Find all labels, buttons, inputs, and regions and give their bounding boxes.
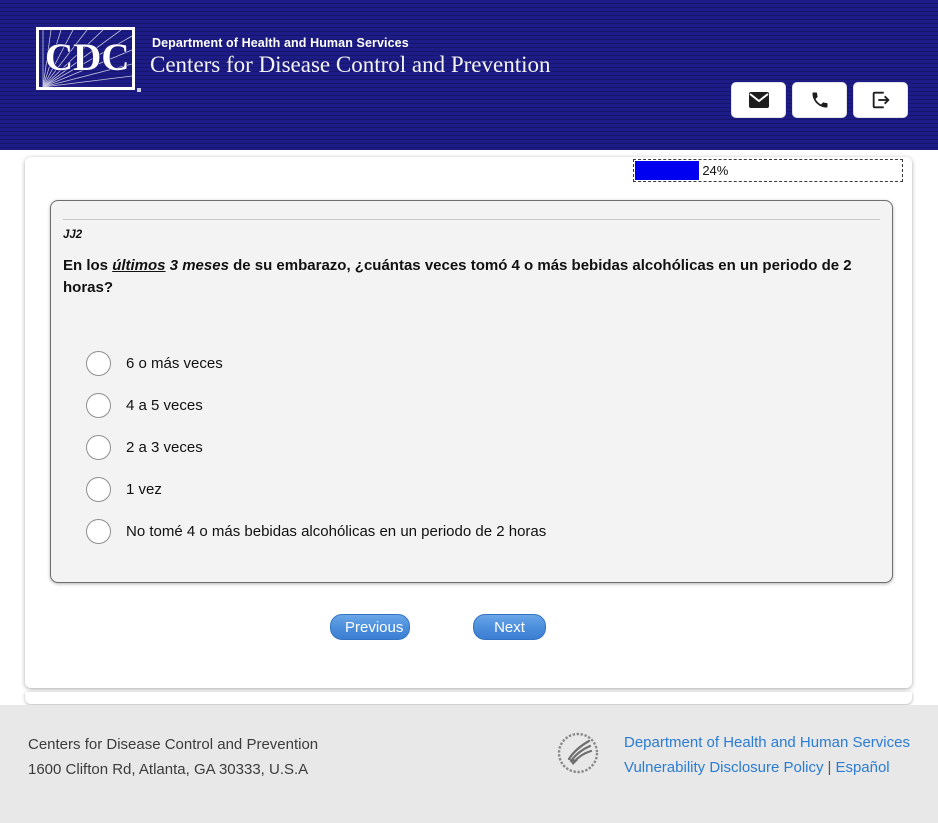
progress-fill (635, 161, 699, 180)
phone-button[interactable] (792, 82, 847, 118)
question-code: JJ2 (63, 229, 83, 241)
footer-links (624, 731, 910, 781)
envelope-icon (747, 90, 771, 110)
header-toolbar (731, 82, 908, 118)
question-card (50, 200, 893, 583)
vulnerability-disclosure-link[interactable]: Vulnerability Disclosure Policy (624, 758, 824, 776)
footer-address-line1: Centers for Disease Control and Prevention (28, 736, 319, 753)
option-label: 6 o más veces (126, 355, 223, 372)
radio-button[interactable] (86, 435, 111, 460)
option-row-5[interactable] (86, 511, 880, 553)
card-divider (63, 219, 880, 220)
option-label: 1 vez (126, 481, 162, 498)
answer-options (86, 343, 880, 553)
radio-button[interactable] (86, 519, 111, 544)
cdc-logo-letters: CDC (45, 36, 130, 79)
next-button[interactable]: Next (473, 614, 546, 640)
header-organization: Centers for Disease Control and Prevention (150, 52, 551, 77)
cdc-logo[interactable] (36, 27, 135, 90)
site-header (0, 0, 938, 150)
email-button[interactable] (731, 82, 786, 118)
footer-links-block (556, 729, 910, 782)
question-text-emphasis: 3 meses (165, 257, 229, 274)
progress-bar (633, 159, 903, 182)
radio-button[interactable] (86, 477, 111, 502)
question-text-emphasis-underline: últimos (112, 257, 166, 274)
option-row-4[interactable] (86, 469, 880, 511)
header-department: Department of Health and Human Services (152, 36, 409, 50)
radio-button[interactable] (86, 393, 111, 418)
option-label: No tomé 4 o más bebidas alcohólicas en un periodo de 2 horas (126, 523, 547, 540)
option-label: 4 a 5 veces (126, 397, 203, 414)
panel-bottom-strip (25, 692, 912, 704)
hhs-eagle-icon (556, 729, 602, 782)
previous-button[interactable]: Previous (330, 614, 410, 640)
phone-icon (810, 90, 830, 110)
page-footer (0, 705, 938, 823)
question-text (63, 255, 873, 299)
option-row-1[interactable] (86, 343, 880, 385)
exit-icon (870, 89, 892, 111)
survey-panel (25, 157, 912, 688)
espanol-link[interactable]: Español (835, 758, 890, 776)
question-text-rest: de su embarazo, ¿cuántas veces tomó 4 o más bebidas alcohólicas en un periodo de 2 horas? (63, 257, 852, 296)
question-text-prefix: En los (63, 257, 113, 274)
footer-address-line2: 1600 Clifton Rd, Atlanta, GA 30333, U.S.A (28, 760, 309, 778)
option-label: 2 a 3 veces (126, 439, 203, 456)
radio-button[interactable] (86, 351, 111, 376)
hhs-link[interactable]: Department of Health and Human Services (624, 733, 910, 751)
logo-trademark-dot (137, 88, 141, 92)
progress-label: 24% (702, 163, 729, 178)
footer-link-separator: | (827, 758, 832, 776)
footer-address (28, 733, 318, 783)
exit-button[interactable] (853, 82, 908, 118)
option-row-2[interactable] (86, 385, 880, 427)
option-row-3[interactable] (86, 427, 880, 469)
